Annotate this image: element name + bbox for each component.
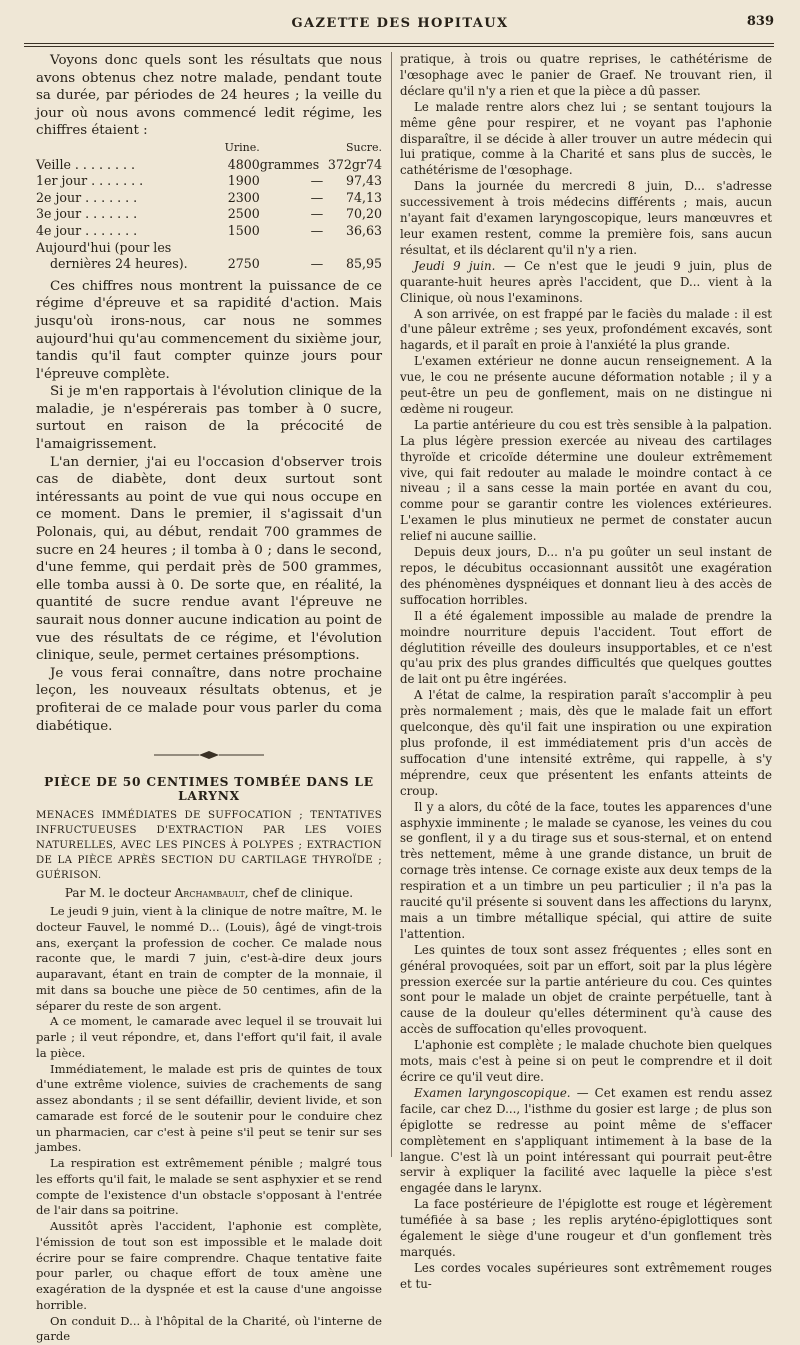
- paragraph: [400, 1086, 772, 1197]
- paragraph: Les quintes de toux sont assez fréquentes ; elles sont en général provoquées, soit par un effort, soit par la plus légère pression exercée sur la partie antérieure du cou. Ces quintes sont pour le malade un objet de crainte perpétuelle, tant à cause de la douleur qu'elles déterminent qu'à cause des accès de suffocation qu'elles provoquent.: [400, 942, 772, 1037]
- section-ornament: [36, 751, 382, 762]
- fleuron-divider-icon: [154, 751, 264, 759]
- table-row: [36, 223, 382, 240]
- paragraph: A l'état de calme, la respiration paraît s'accomplir à peu près normalement ; mais, dès que le malade fait un effort quelconque, dès qu'il fait une inspiration ou une expiration plus profonde, il est immédiatement pris d'un accès de suffocation d'une intensité extrême, qui rappelle, à s'y méprendre, ceux que présentent les enfants atteints de croup.: [400, 688, 772, 798]
- table-row: [36, 206, 382, 223]
- row-label: 2e jour . . . . . . .: [36, 189, 138, 205]
- paragraph: Le malade rentre alors chez lui ; se sentant toujours la même gêne pour respirer, et ne voyant pas l'aphonie disparaître, il se décide à aller trouver un autre médecin qui lui pratique, comme à la Charité et sans plus de succès, le cathétérisme de l'œsophage.: [400, 99, 772, 178]
- table-row: [36, 240, 382, 257]
- sucre-value: 85,95: [345, 256, 382, 272]
- left-column: [36, 52, 382, 1345]
- ditto-dash: —: [310, 222, 324, 238]
- table-row: [36, 173, 382, 190]
- paragraph: L'an dernier, j'ai eu l'occasion d'observer trois cas de diabète, dont deux surtout sont intéressants au point de vue qui nous occupe en ce moment. Dans le premier, il s'agissait d'un Polonais, qui, au début, rendait 700 grammes de sucre en 24 heures ; il tomba à 0 ; dans le second, d'une femme, qui perdait près de 500 grammes, elle tomba aussi à 0. De sorte que, en réalité, la quantité de sucre rendue avant l'épreuve ne saurait nous donner aucune indication au point de vue des résultats de ce régime, et l'évolution clinique, seule, permet certaines présomptions.: [36, 454, 382, 664]
- paragraph: Il y a alors, du côté de la face, toutes les apparences d'une asphyxie imminente ; le malade se cyanose, les veines du cou se gonflent, il y a du tirage sus et sous-sternal, et on entend très nettement, même à une grande distance, un bruit de cornage très intense. Ce cornage existe aux deux temps de la respiration et a un timbre un peu particulier ; il n'a pas la raucité qu'il présente si souvent dans les affections du larynx, mais a un timbre métallique spécial, qui attire de suite l'attention.: [400, 799, 772, 941]
- paragraph: Dans la journée du mercredi 8 juin, D... s'adresse successivement à trois médecins différents ; mais, aucun n'ayant fait d'examen laryngoscopique, leurs manœuvres et leur examen restent, comme la première fois, sans aucun résultat, et ils déclarent qu'il n'y a rien.: [400, 179, 772, 257]
- sucre-value: 36,63: [345, 222, 382, 238]
- table-header-row: [36, 140, 382, 157]
- table-row: [36, 157, 382, 174]
- paragraph: pratique, à trois ou quatre reprises, le cathétérisme de l'œsophage avec le panier de Graef. Ne trouvant rien, il déclare qu'il n'y a rien et que la pièce a dû passer.: [400, 52, 772, 98]
- author-suffix: , chef de clinique.: [244, 886, 354, 901]
- paragraph-text: — Ce n'est que le jeudi 9 juin, plus de quarante-huit heures après l'accident, que D... vient à la Clinique, où nous l'examinons.: [400, 258, 772, 305]
- row-label: 4e jour . . . . . . .: [36, 222, 138, 238]
- paragraph: Aussitôt après l'accident, l'aphonie est complète, l'émission de tout son est impossible et le malade doit écrire pour se faire comprendre. Chaque tentative faite pour parler, ou chaque effort de toux amène une exagération de la dyspnée et est la cause d'une angoisse horrible.: [36, 1219, 382, 1312]
- paragraph-text: — Cet examen est rendu assez facile, car chez D..., l'isthme du gosier est large ; de plus son épiglotte se redresse au point même de s'effacer complètement en s'appliquant intimement à la base de la langue. C'est là un point intéressant qui pourrait peut-être servir à expliquer la facilité avec laquelle la pièce s'est engagée dans le larynx.: [400, 1085, 772, 1196]
- urine-value: 1500: [227, 222, 260, 238]
- sucre-value: 372gr74: [327, 156, 382, 172]
- sucre-value: 97,43: [345, 173, 382, 189]
- row-label: dernières 24 heures).: [50, 256, 188, 272]
- urine-value: 2500: [227, 206, 260, 222]
- right-column: [400, 52, 772, 1293]
- header-rule-thin: [24, 46, 774, 47]
- urine-value: 1900: [227, 173, 260, 189]
- table-row: [36, 256, 382, 273]
- paragraph: Les cordes vocales supérieures sont extrêmement rouges et tu-: [400, 1260, 772, 1291]
- paragraph: Ces chiffres nous montrent la puissance de ce régime d'épreuve et sa rapidité d'action. Mais jusqu'où irons-nous, car nous ne sommes aujourd'hui qu'au commencement du sixième jour, tandis qu'il faut compter quinze jours pour l'épreuve complète.: [36, 278, 382, 382]
- header-rule: [24, 43, 774, 44]
- column-header-urine: Urine.: [224, 140, 260, 154]
- row-label: Aujourd'hui (pour les: [36, 239, 172, 255]
- paragraph: Je vous ferai connaître, dans notre prochaine leçon, les nouveaux résultats obtenus, et je profiterai de ce malade pour vous parler du coma diabétique.: [36, 665, 382, 734]
- paragraph: La face postérieure de l'épiglotte est rouge et légèrement tuméfiée à sa base ; les replis aryténo-épiglottiques sont également le siège d'une rougeur et d'un gonflement très marqués.: [400, 1197, 772, 1259]
- urine-value: 2750: [227, 256, 260, 272]
- paragraph: Le jeudi 9 juin, vient à la clinique de notre maître, M. le docteur Fauvel, le nommé D... (Louis), âgé de vingt-trois ans, exerçant la profession de cocher. Ce malade nous raconte que, le mardi 7 juin, c'est-à-dire deux jours auparavant, étant en train de compter de la monnaie, il mit dans sa bouche une pièce de 50 centimes, afin de la séparer du reste de son argent.: [36, 904, 382, 1013]
- paragraph: Voyons donc quels sont les résultats que nous avons obtenus chez notre malade, pendant toute sa durée, par périodes de 24 heures ; la veille du jour où nous avons commencé ledit régime, les chiffres étaient :: [36, 53, 382, 139]
- section-summary: MENACES IMMÉDIATES DE SUFFOCATION ; TENTATIVES INFRUCTUEUSES D'EXTRACTION PAR LES VOIES NATURELLES, AVEC LES PINCES À POLYPES ; EXTRACTION DE LA PIÈCE APRÈS SECTION DU CARTILAGE THYROÏDE ; GUÉRISON.: [36, 810, 382, 882]
- sucre-value: 74,13: [345, 189, 382, 205]
- author-line: [36, 885, 382, 901]
- author-prefix: Par M. le docteur: [64, 886, 171, 901]
- paragraph: La partie antérieure du cou est très sensible à la palpation. La plus légère pression exercée au niveau des cartilages thyroïde et cricoïde détermine une douleur extrêmement vive, qui fait redouter au malade le moindre contact à ce niveau ; il a sans cesse la main portée en avant du cou, comme pour se garantir contre les violences extérieures. L'examen le plus minutieux ne permet de constater aucun relief ni aucune saillie.: [400, 417, 772, 544]
- page-number: 839: [746, 14, 774, 29]
- paragraph: [400, 259, 772, 307]
- column-header-sucre: Sucre.: [345, 140, 382, 154]
- ditto-dash: —: [310, 173, 324, 189]
- paragraph: A son arrivée, on est frappé par le faciès du malade : il est d'une pâleur extrême ; ses yeux, profondément excavés, sont hagards, et il paraît en proie à l'anxiété la plus grande.: [400, 306, 772, 353]
- paragraph: On conduit D... à l'hôpital de la Charité, où l'interne de garde: [36, 1313, 382, 1344]
- paragraph: L'examen extérieur ne donne aucun renseignement. A la vue, le cou ne présente aucune déformation notable ; il y a peut-être un peu de gonflement, mais on ne distingue ni œdème ni rougeur.: [400, 354, 772, 416]
- author-name: Archambault: [174, 886, 245, 901]
- row-label: 3e jour . . . . . . .: [36, 206, 138, 222]
- subheading: Examen laryngoscopique.: [414, 1085, 571, 1100]
- paragraph: La respiration est extrêmement pénible ; malgré tous les efforts qu'il fait, le malade se sent asphyxier et se rend compte de l'existence d'un obstacle s'opposant à l'entrée de l'air dans sa poitrine.: [36, 1156, 382, 1218]
- urine-sugar-table: [36, 140, 382, 273]
- subheading: Jeudi 9 juin.: [414, 258, 496, 273]
- paragraph: A ce moment, le camarade avec lequel il se trouvait lui parle ; il veut répondre, et, dans l'effort qu'il fait, il avale la pièce.: [36, 1014, 382, 1060]
- running-header: GAZETTE DES HOPITAUX: [291, 16, 509, 31]
- section-title: PIÈCE DE 50 CENTIMES TOMBÉE DANS LE LARYNX: [44, 775, 374, 804]
- column-divider: [391, 52, 392, 1157]
- unit-label: grammes: [259, 156, 320, 172]
- paragraph: Il a été également impossible au malade de prendre la moindre nourriture depuis l'accident. Tout effort de déglutition réveille des douleurs insupportables, et ce n'est qu'au prix des plus grandes difficultés que quelques gouttes de lait ont pu être ingérées.: [400, 608, 772, 687]
- table-row: [36, 190, 382, 207]
- paragraph: L'aphonie est complète ; le malade chuchote bien quelques mots, mais c'est à peine si on peut le comprendre et il doit écrire ce qu'il veut dire.: [400, 1038, 772, 1084]
- paragraph: Depuis deux jours, D... n'a pu goûter un seul instant de repos, le décubitus occasionnant aussitôt une exagération des phénomènes dyspnéiques et donnant lieu à des accès de suffocation horribles.: [400, 545, 772, 607]
- row-label: 1er jour . . . . . . .: [36, 173, 144, 189]
- sucre-value: 70,20: [345, 206, 382, 222]
- paragraph: Immédiatement, le malade est pris de quintes de toux d'une extrême violence, suivies de crachements de sang assez abondants ; il se sent défaillir, devient livide, et son camarade est forcé de le soutenir pour le conduire chez un pharmacien, car c'est à peine s'il peut se tenir sur ses jambes.: [36, 1061, 382, 1155]
- urine-value: 4800: [227, 156, 260, 172]
- ditto-dash: —: [310, 206, 324, 222]
- ditto-dash: —: [310, 256, 324, 272]
- row-label: Veille . . . . . . . .: [36, 156, 135, 172]
- paragraph: Si je m'en rapportais à l'évolution clinique de la maladie, je n'espérerais pas tomber à 0 sucre, surtout en raison de la précocité de l'amaigrissement.: [36, 384, 382, 453]
- urine-value: 2300: [227, 189, 260, 205]
- ditto-dash: —: [310, 189, 324, 205]
